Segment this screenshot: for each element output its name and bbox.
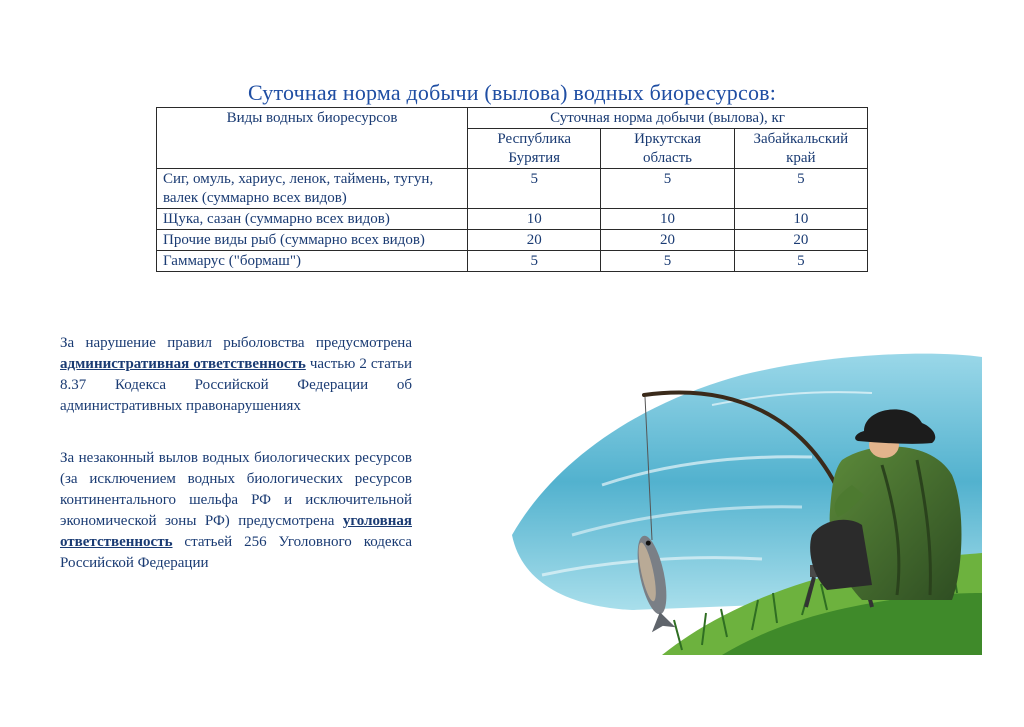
page-title: Суточная норма добычи (вылова) водных биоресурсов: [247, 80, 777, 105]
paragraph-text: За незаконный вылов водных биологических ресурсов (за исключением водных биологических ресурсов континентального шельфа РФ и исключительной экономической зоны РФ) предусмотрена [60, 450, 412, 529]
value-cell: 5 [734, 251, 867, 272]
value-cell: 10 [601, 209, 734, 230]
fisherman-legs [810, 520, 872, 590]
fisherman-illustration [512, 345, 982, 655]
region-header-buryatia [468, 129, 601, 169]
value-cell: 10 [468, 209, 601, 230]
region-name: Иркутская [634, 131, 701, 147]
species-cell: Гаммарус ("бормаш") [157, 251, 468, 272]
species-column-header: Виды водных биоресурсов [157, 108, 468, 169]
species-cell: Щука, сазан (суммарно всех видов) [157, 209, 468, 230]
value-cell: 5 [468, 169, 601, 209]
value-cell: 10 [734, 209, 867, 230]
criminal-liability-paragraph [60, 448, 412, 574]
table-row [157, 230, 868, 251]
table-row [157, 251, 868, 272]
table-row [157, 169, 868, 209]
criminal-liability-emphasis: уголовная ответственность [60, 513, 412, 550]
species-cell: Сиг, омуль, хариус, ленок, таймень, тугун, валек (суммарно всех видов) [157, 169, 468, 209]
species-cell: Прочие виды рыб (суммарно всех видов) [157, 230, 468, 251]
administrative-liability-paragraph [60, 333, 412, 417]
value-cell: 5 [734, 169, 867, 209]
administrative-liability-emphasis: административная ответственность [60, 356, 306, 372]
paragraph-text: статьей 256 Уголовного кодекса Российской Федерации [60, 534, 412, 571]
region-header-irkutsk [601, 129, 734, 169]
catch-norms-table [156, 107, 868, 272]
norm-column-header: Суточная норма добычи (вылова), кг [468, 108, 868, 129]
region-name-line2: край [786, 150, 816, 166]
region-name: Забайкальский [753, 131, 849, 147]
value-cell: 20 [468, 230, 601, 251]
region-name: Республика [497, 131, 572, 147]
paragraph-text: За нарушение правил рыболовства предусмотрена [60, 335, 412, 351]
value-cell: 20 [734, 230, 867, 251]
region-name-line2: область [643, 150, 693, 166]
region-header-zabaikalsky [734, 129, 867, 169]
value-cell: 5 [601, 251, 734, 272]
table-row [157, 209, 868, 230]
region-name-line2: Бурятия [508, 150, 561, 166]
value-cell: 20 [601, 230, 734, 251]
paragraph-text: частью 2 статьи 8.37 Кодекса Российской Федерации об административных правонарушениях [60, 356, 412, 414]
value-cell: 5 [601, 169, 734, 209]
table-header-row [157, 108, 868, 129]
value-cell: 5 [468, 251, 601, 272]
